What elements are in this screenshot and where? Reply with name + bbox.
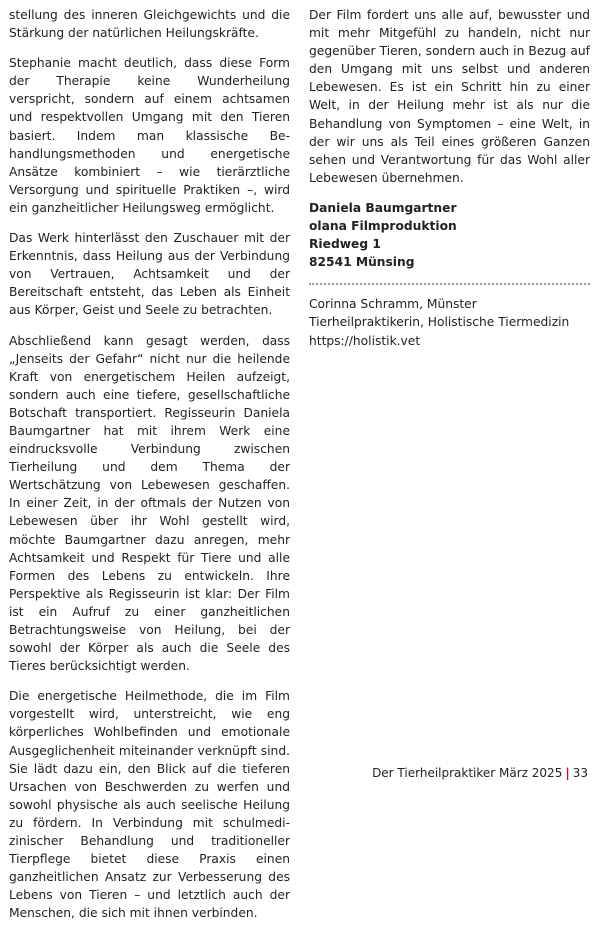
body-paragraph: stellung des inneren Gleichgewichts und die Stärkung der natürlichen Heilungskräfte. — [9, 8, 290, 41]
author-url-link[interactable]: https://holistik.vet — [309, 333, 421, 348]
contact-address — [309, 199, 590, 271]
left-column — [9, 6, 290, 935]
contact-company: olana Filmproduktion — [309, 219, 457, 234]
contact-name: Daniela Baumgartner — [309, 200, 457, 215]
body-paragraph: Das Werk hinterlässt den Zuschauer mit der Erkenntnis, dass Heilung aus der Verbindung von Vertrauen, Achtsamkeit und der Bereitschaft entsteht, das Leben als Einheit aus Körper, Geist und Seele zu betrachten. — [9, 231, 290, 318]
dotted-divider — [309, 283, 590, 285]
contact-street: Riedweg 1 — [309, 237, 381, 252]
author-name: Corinna Schramm, Münster — [309, 297, 477, 312]
body-paragraph: Abschließend kann gesagt werden, dass „Jenseits der Gefahr“ nicht nur die heilende Kraft von energetischem Heilen aufzeigt, sondern auch eine tiefere, gesellschaftliche Botschaft transportiert. Regisseurin Daniela Baumgartner hat mit ihrem Werk eine eindrucksvolle Verbindung zwischen Tierheilung und dem Thema der Wertschätzung von Lebewesen geschaffen. In einer Zeit, in der oftmals der Nutzen von Lebewesen über ihr Wohl gestellt wird, möchte Baumgartner dazu anregen, mehr Achtsamkeit und Respekt für Tiere und alle Formen des Lebens zu entwickeln. Ihre Perspektive als Regisseurin ist klar: Der Film ist ein Aufruf zu einer ganzheitlichen Betrachtungsweise von Heilung, bei der sowohl der Körper als auch die Seele des Tieres berücksichtigt werden. — [9, 333, 290, 674]
author-title: Tierheilpraktikerin, Holistische Tiermedizin — [309, 315, 570, 330]
body-paragraph: Stephanie macht deutlich, dass diese Form der Therapie keine Wunderheilung verspricht, sondern auf einem achtsamen und respektvollen Umgang mit den Tieren basiert. Indem man klassische Behandlungsmethoden und energetische Ansätze kombiniert – wie tierärztliche Versorgung und spirituelle Praktiken –, wird ein ganzheitlicher Heilungsweg ermöglicht. — [9, 56, 290, 215]
author-block — [309, 295, 590, 349]
footer-separator: | — [565, 766, 570, 780]
right-column — [309, 6, 590, 350]
page-number: 33 — [572, 766, 588, 780]
page-footer — [372, 766, 588, 780]
contact-city: 82541 Münsing — [309, 255, 415, 270]
body-paragraph: Der Film fordert uns alle auf, bewusster und mit mehr Mitgefühl zu handeln, nicht nur gegenüber Tieren, sondern auch in Bezug auf den Umgang mit uns selbst und anderen Lebewesen. Es ist ein Schritt hin zu einer Welt, in der Heilung mehr ist als nur die Behandlung von Symptomen – eine Welt, in der wir uns als Teil eines größeren Ganzen sehen und Verantwortung für das Wohl aller Lebewesen übernehmen. — [309, 8, 590, 185]
publication-title: Der Tierheilpraktiker März 2025 — [372, 766, 563, 780]
body-paragraph: Die energetische Heilmethode, die im Film vorgestellt wird, unterstreicht, wie eng körperliches Wohlbefinden und emotionale Ausgeglichenheit miteinander verknüpft sind. Sie lädt dazu ein, den Blick auf die tieferen Ursachen von Beschwerden zu werfen und sowohl physische als auch seelische Heilung zu fördern. In Verbindung mit schulmedizinischer Behandlung und traditioneller Tierpflege bietet diese Praxis einen ganzheitlichen Ansatz zur Verbesserung des Lebens von Tieren – und letztlich auch der Menschen, die sich mit ihnen verbinden. — [9, 689, 290, 921]
